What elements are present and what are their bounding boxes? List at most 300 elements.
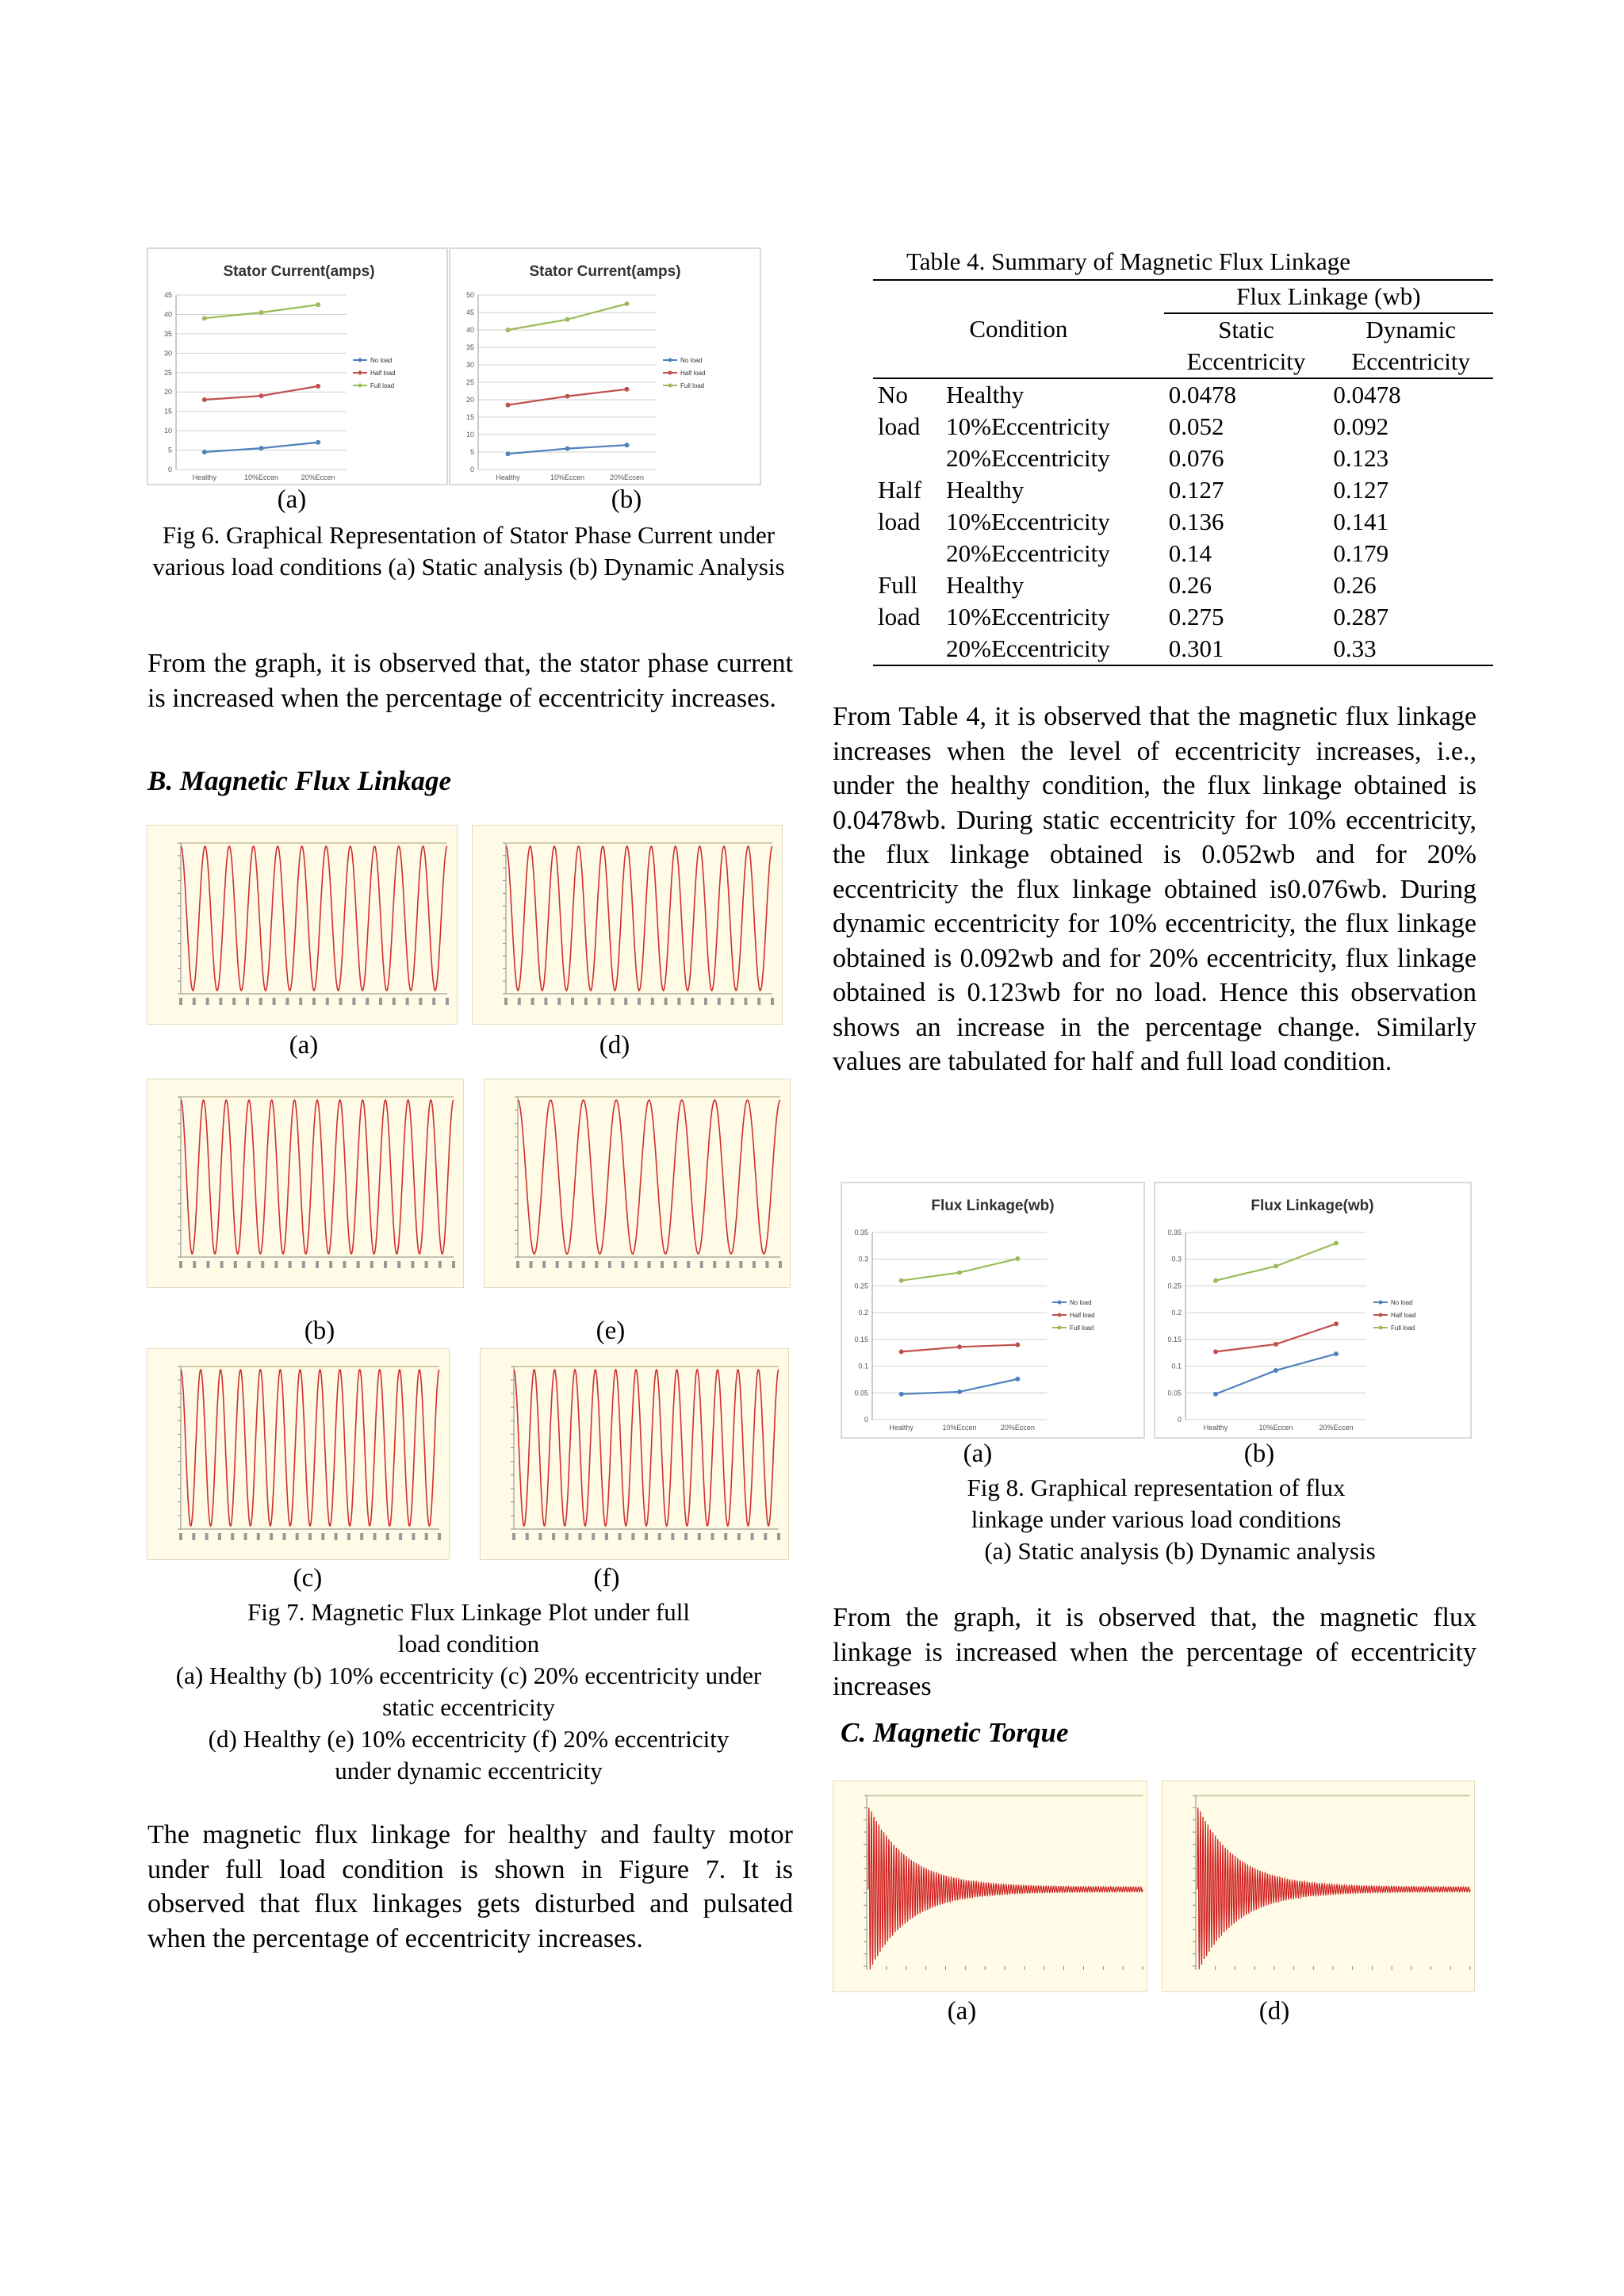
x-tick-label-mark <box>538 1533 542 1540</box>
table4-static-header-2: Eccentricity <box>1164 346 1329 378</box>
series-line <box>902 1259 1018 1281</box>
x-tick-label: Healthy <box>496 473 520 481</box>
x-tick-label-mark <box>698 1533 701 1540</box>
y-tick-label: 15 <box>465 413 474 421</box>
data-point <box>899 1278 904 1283</box>
table-row <box>873 474 1493 506</box>
flux-waveform <box>506 846 772 991</box>
y-tick-label: 0.25 <box>854 1282 868 1290</box>
data-point <box>565 394 570 399</box>
table4-dynamic-value: 0.092 <box>1333 412 1389 440</box>
legend-marker <box>668 384 672 388</box>
x-tick-label-mark <box>531 998 534 1005</box>
data-point <box>625 387 630 392</box>
x-tick-label-mark <box>247 1261 251 1268</box>
paragraph-table4-analysis: From Table 4, it is observed that the magnetic flux linkage increases when the level of eccentricity increases, i.e., under the healthy condition, the flux linkage obtained is 0.0478wb. During static eccentricity for 10% eccentricity, the flux linkage obtained is 0.052wb and for 20% eccentricity the flux linkage obtained is0.076wb. During dynamic eccentricity for 10% eccentricity, the flux linkage obtained is 0.092wb and for 20% eccentricity, flux linkage obtained is 0.123wb for no load. Hence this observation shows an increase in the percentage change. Similarly values are tabulated for half and full load condition. <box>833 702 1477 1076</box>
fig6a-label: (a) <box>277 485 307 514</box>
x-tick-label-mark <box>246 998 249 1005</box>
table-row <box>873 411 1493 443</box>
x-tick-label-mark <box>542 1261 546 1268</box>
x-tick-label-mark <box>658 1533 661 1540</box>
table4-body <box>873 378 1493 665</box>
table4-dynamic-value: 0.127 <box>1333 476 1389 504</box>
x-tick-label-mark <box>220 1261 224 1268</box>
torque-plot-a <box>833 1780 1147 1992</box>
x-tick-label-mark <box>544 998 547 1005</box>
fig8a-svg <box>842 1183 1143 1437</box>
y-tick-label: 10 <box>465 431 474 439</box>
x-tick-label-mark <box>302 1261 305 1268</box>
y-tick-label: 0.15 <box>854 1335 868 1343</box>
y-tick-label: 0 <box>167 466 172 473</box>
data-point <box>1274 1263 1278 1268</box>
legend-marker <box>668 358 672 362</box>
x-tick-label-mark <box>296 1533 299 1540</box>
legend-label: Half load <box>370 370 396 377</box>
fig7d-plot <box>472 825 783 1025</box>
table4-dynamic-value: 0.287 <box>1333 603 1389 631</box>
x-tick-label-mark <box>432 998 435 1005</box>
data-point <box>506 403 511 408</box>
x-tick-label-mark <box>270 1533 273 1540</box>
table4-condition: Healthy <box>946 571 1025 599</box>
x-tick-label-mark <box>684 1533 688 1540</box>
x-tick-label-mark <box>261 1261 264 1268</box>
fig8-caption <box>834 1472 1478 1567</box>
table4-condition-group <box>873 538 941 569</box>
y-tick-label: 0.3 <box>1171 1255 1182 1263</box>
data-point <box>202 397 207 402</box>
x-tick-label-mark <box>446 998 449 1005</box>
y-tick-label: 35 <box>163 329 172 338</box>
x-tick-label-mark <box>329 1261 332 1268</box>
y-tick-label: 0.2 <box>1171 1309 1182 1317</box>
x-tick-label-mark <box>231 1533 234 1540</box>
torque-plot-d <box>1162 1780 1475 1992</box>
table4-static-value: 0.127 <box>1168 476 1224 504</box>
x-tick-label-mark <box>704 998 707 1005</box>
data-point <box>625 443 630 447</box>
x-tick-label-mark <box>193 1261 196 1268</box>
data-point <box>1334 1351 1339 1356</box>
data-point <box>957 1389 962 1394</box>
x-tick-label-mark <box>526 1533 529 1540</box>
series-line <box>1216 1243 1336 1280</box>
x-tick-label-mark <box>366 998 369 1005</box>
x-tick-label-mark <box>273 998 276 1005</box>
x-tick-label-mark <box>516 1261 519 1268</box>
legend-label: No load <box>680 357 703 364</box>
data-point <box>899 1392 904 1397</box>
x-tick-label-mark <box>179 998 182 1005</box>
y-tick-label: 0.3 <box>858 1255 868 1263</box>
x-tick-label-mark <box>624 998 627 1005</box>
x-tick-label-mark <box>205 1533 209 1540</box>
x-tick-label-mark <box>192 1533 195 1540</box>
table4-condition: Healthy <box>946 476 1025 504</box>
table4-static-value: 0.0478 <box>1168 381 1236 408</box>
x-tick-label-mark <box>711 1533 714 1540</box>
legend-marker <box>1379 1301 1383 1305</box>
table-row <box>873 506 1493 538</box>
table4-dynamic-value: 0.123 <box>1333 444 1389 472</box>
table4-dynamic-value: 0.179 <box>1333 539 1389 567</box>
table4-static-value: 0.14 <box>1168 539 1212 567</box>
fig7f-plot <box>480 1348 789 1560</box>
data-point <box>1274 1342 1278 1347</box>
x-tick-label: Healthy <box>1203 1424 1228 1432</box>
paragraph-stator-current: From the graph, it is observed that, the stator phase current is increased when the percentage of eccentricity increases. <box>147 649 793 713</box>
fig6b-chart <box>449 247 761 485</box>
fig7-label-c: (c) <box>293 1564 323 1593</box>
x-tick-label-mark <box>289 1261 292 1268</box>
fig7-label-f: (f) <box>593 1564 620 1593</box>
table4-condition: 10%Eccentricity <box>946 603 1110 631</box>
table-row <box>873 443 1493 474</box>
y-tick-label: 25 <box>163 368 172 377</box>
x-tick-label-mark <box>425 1533 428 1540</box>
y-tick-label: 0 <box>1177 1416 1182 1424</box>
y-tick-label: 5 <box>469 448 474 456</box>
fig7-label-b: (b) <box>304 1317 335 1345</box>
fig6b-title: Stator Current(amps) <box>529 263 681 280</box>
table4-dynamic-value: 0.0478 <box>1333 381 1401 408</box>
x-tick-label-mark <box>339 998 343 1005</box>
x-tick-label-mark <box>595 1261 598 1268</box>
x-tick-label-mark <box>335 1533 338 1540</box>
fig7d-waveform <box>473 826 782 1024</box>
fig7-caption <box>147 1596 790 1787</box>
x-tick-label-mark <box>665 998 668 1005</box>
fig8b-svg <box>1155 1183 1470 1437</box>
legend-marker <box>1058 1326 1062 1330</box>
data-point <box>506 328 511 332</box>
data-point <box>1334 1321 1339 1326</box>
legend-label: No load <box>370 357 393 364</box>
x-tick-label-mark <box>425 1261 428 1268</box>
y-tick-label: 45 <box>163 291 172 299</box>
x-tick-label-mark <box>726 1261 730 1268</box>
table4-condition-group <box>873 443 941 474</box>
table-row <box>873 633 1493 665</box>
x-tick-label-mark <box>419 998 422 1005</box>
legend-marker <box>1058 1301 1062 1305</box>
y-tick-label: 0.35 <box>854 1228 868 1236</box>
x-tick-label-mark <box>557 998 561 1005</box>
x-tick-label-mark <box>347 1533 350 1540</box>
table4-condition-group: load <box>878 603 921 631</box>
series-line <box>1216 1354 1336 1394</box>
x-tick-label-mark <box>438 1533 441 1540</box>
fig7f-waveform <box>481 1349 788 1559</box>
table4-condition-group: No <box>878 381 908 408</box>
legend-label: Full load <box>370 382 395 389</box>
data-point <box>316 302 320 307</box>
x-tick-label-mark <box>724 1533 727 1540</box>
table4-static-value: 0.26 <box>1168 571 1212 599</box>
table4-dynamic-value: 0.26 <box>1333 571 1377 599</box>
section-heading-flux-linkage: B. Magnetic Flux Linkage <box>147 765 452 796</box>
table4-title: Table 4. Summary of Magnetic Flux Linkage <box>906 247 1351 275</box>
y-tick-label: 0.1 <box>1171 1362 1182 1370</box>
data-point <box>625 301 630 306</box>
x-tick-label-mark <box>193 998 196 1005</box>
x-tick-label-mark <box>751 1533 754 1540</box>
x-tick-label-mark <box>326 998 329 1005</box>
torque-waveform-d <box>1162 1781 1474 1991</box>
table4-static-value: 0.052 <box>1168 412 1224 440</box>
x-tick-label-mark <box>274 1261 278 1268</box>
y-tick-label: 10 <box>163 427 172 435</box>
x-tick-label-mark <box>739 1261 742 1268</box>
x-tick-label-mark <box>452 1261 455 1268</box>
data-point <box>565 317 570 322</box>
data-point <box>316 384 320 389</box>
legend-label: Half load <box>1070 1312 1095 1319</box>
fig6a-title: Stator Current(amps) <box>223 263 375 280</box>
table-row <box>873 601 1493 633</box>
legend-label: Full load <box>1070 1324 1094 1332</box>
data-point <box>202 450 207 454</box>
x-tick-label-mark <box>308 1533 312 1540</box>
x-tick-label-mark <box>744 998 747 1005</box>
table4-dynamic-header-2: Eccentricity <box>1328 346 1493 378</box>
x-tick-label: 10%Eccen <box>550 473 585 481</box>
x-tick-label: 10%Eccen <box>1258 1424 1293 1432</box>
x-tick-label-mark <box>579 1533 582 1540</box>
x-tick-label-mark <box>393 998 396 1005</box>
y-tick-label: 0.05 <box>1167 1389 1182 1397</box>
fig7-caption-line3: (d) Healthy (e) 10% eccentricity (f) 20% eccentricity under dynamic eccentricity <box>208 1725 730 1784</box>
x-tick-label-mark <box>565 1533 569 1540</box>
legend-label: Half load <box>680 370 706 377</box>
table4-condition-header: Condition <box>873 280 1164 378</box>
y-tick-label: 0.2 <box>858 1309 868 1317</box>
x-tick-label-mark <box>386 1533 389 1540</box>
fig8a-chart <box>841 1182 1145 1439</box>
fig6b-label: (b) <box>611 485 642 514</box>
table4-condition-group <box>873 633 941 665</box>
data-point <box>1213 1349 1218 1354</box>
table-row <box>873 378 1493 411</box>
x-tick-label-mark <box>316 1261 319 1268</box>
x-tick-label-mark <box>179 1533 182 1540</box>
x-tick-label-mark <box>687 1261 690 1268</box>
x-tick-label-mark <box>584 998 588 1005</box>
legend-marker <box>1379 1313 1383 1317</box>
fig7-label-e: (e) <box>596 1317 626 1345</box>
data-point <box>1015 1377 1020 1382</box>
x-tick-label-mark <box>691 998 694 1005</box>
x-tick-label-mark <box>598 998 601 1005</box>
fig8-caption-line1: Fig 8. Graphical representation of flux linkage under various load conditions <box>967 1474 1346 1533</box>
legend-label: No load <box>1070 1299 1092 1306</box>
x-tick-label-mark <box>621 1261 624 1268</box>
table-row <box>873 538 1493 569</box>
legend-marker <box>1058 1313 1062 1317</box>
table4-condition: 20%Eccentricity <box>946 539 1110 567</box>
y-tick-label: 0.05 <box>854 1389 868 1397</box>
legend-label: Full load <box>1391 1324 1415 1332</box>
x-tick-label-mark <box>399 1533 402 1540</box>
series-line <box>508 304 627 330</box>
x-tick-label-mark <box>232 998 236 1005</box>
x-tick-label: Healthy <box>889 1424 914 1432</box>
legend-marker <box>1379 1326 1383 1330</box>
x-tick-label-mark <box>218 1533 221 1540</box>
table4-static-value: 0.275 <box>1168 603 1224 631</box>
x-tick-label-mark <box>677 998 680 1005</box>
x-tick-label-mark <box>206 998 209 1005</box>
fig7e-waveform <box>485 1079 790 1287</box>
x-tick-label-mark <box>700 1261 703 1268</box>
legend-marker <box>358 384 362 388</box>
data-point <box>1213 1392 1218 1397</box>
table4-dynamic-value: 0.141 <box>1333 508 1389 535</box>
legend-label: Full load <box>680 382 705 389</box>
x-tick-label-mark <box>285 998 289 1005</box>
y-tick-label: 15 <box>163 407 172 416</box>
data-point <box>506 451 511 456</box>
fig7e-plot <box>484 1079 791 1288</box>
x-tick-label-mark <box>312 998 316 1005</box>
y-tick-label: 20 <box>163 388 172 397</box>
x-tick-label-mark <box>765 1261 768 1268</box>
x-tick-label-mark <box>718 998 721 1005</box>
table4-group-header: Flux Linkage (wb) <box>1164 280 1493 313</box>
data-point <box>259 393 264 398</box>
fig7-caption-line2: (a) Healthy (b) 10% eccentricity (c) 20% eccentricity under static eccentricity <box>175 1662 762 1721</box>
x-tick-label-mark <box>504 998 508 1005</box>
x-tick-label-mark <box>321 1533 324 1540</box>
y-tick-label: 0 <box>864 1416 868 1424</box>
flux-waveform <box>518 1100 780 1254</box>
x-tick-label-mark <box>411 1261 414 1268</box>
y-tick-label: 40 <box>465 326 474 334</box>
x-tick-label-mark <box>569 1261 572 1268</box>
fig8b-chart <box>1154 1182 1472 1439</box>
x-tick-label: 10%Eccen <box>942 1424 977 1432</box>
fig8a-title: Flux Linkage(wb) <box>931 1198 1055 1214</box>
data-point <box>957 1271 962 1275</box>
y-tick-label: 45 <box>465 309 474 316</box>
table4-static-value: 0.301 <box>1164 633 1329 665</box>
x-tick-label-mark <box>737 1533 741 1540</box>
flux-waveform <box>181 1100 454 1254</box>
table4-static-value: 0.136 <box>1168 508 1224 535</box>
x-tick-label-mark <box>651 998 654 1005</box>
legend-label: No load <box>1391 1299 1413 1306</box>
paragraph-flux-linkage-figure: The magnetic flux linkage for healthy and faulty motor under full load condition is shown in Figure 7. It is observed that flux linkages gets disturbed and pulsated when the percentage of eccentricity increases. <box>147 1820 793 1953</box>
torque-waveform-a <box>833 1781 1147 1991</box>
table4-condition: 10%Eccentricity <box>946 508 1110 535</box>
fig8a-label: (a) <box>963 1439 993 1468</box>
x-tick-label-mark <box>530 1261 533 1268</box>
x-tick-label-mark <box>406 998 409 1005</box>
flux-waveform <box>181 1370 439 1526</box>
table4-condition-group: load <box>878 412 921 440</box>
section-heading-magnetic-torque: C. Magnetic Torque <box>841 1717 1069 1748</box>
legend-marker <box>668 371 672 375</box>
fig7-label-d: (d) <box>599 1031 630 1060</box>
data-point <box>565 447 570 451</box>
series-line <box>1216 1324 1336 1351</box>
table4-condition-group: Half <box>878 476 922 504</box>
torque-waveform <box>868 1807 1143 1969</box>
x-tick-label-mark <box>582 1261 585 1268</box>
data-point <box>259 446 264 450</box>
legend-marker <box>358 358 362 362</box>
x-tick-label-mark <box>645 1533 648 1540</box>
x-tick-label-mark <box>179 1261 182 1268</box>
x-tick-label: 20%Eccen <box>301 473 335 481</box>
torque-label-d: (d) <box>1258 1997 1290 2026</box>
legend-marker <box>358 371 362 375</box>
x-tick-label-mark <box>282 1533 285 1540</box>
data-point <box>259 310 264 315</box>
torque-waveform <box>1197 1807 1470 1969</box>
fig8b-label: (b) <box>1243 1439 1275 1468</box>
data-point <box>316 440 320 445</box>
x-tick-label-mark <box>631 1533 634 1540</box>
x-tick-label-mark <box>512 1533 515 1540</box>
x-tick-label-mark <box>234 1261 237 1268</box>
paragraph-flux-graph: From the graph, it is observed that, the magnetic flux linkage is increased when the percentage of eccentricity increases <box>833 1603 1477 1701</box>
data-point <box>1015 1343 1020 1347</box>
fig7b-plot <box>147 1079 464 1288</box>
table4-condition-group: load <box>878 508 921 535</box>
y-tick-label: 5 <box>167 446 172 454</box>
fig7-label-a: (a) <box>289 1031 319 1060</box>
data-point <box>1213 1278 1218 1283</box>
data-point <box>1015 1256 1020 1261</box>
fig7b-waveform <box>147 1079 463 1287</box>
table4-dynamic-header-1: Dynamic <box>1365 316 1456 343</box>
x-tick-label-mark <box>357 1261 360 1268</box>
x-tick-label-mark <box>257 1533 260 1540</box>
x-tick-label-mark <box>439 1261 442 1268</box>
fig6a-chart <box>147 247 448 485</box>
torque-label-a: (a) <box>947 1997 977 2026</box>
fig7a-waveform <box>147 826 457 1024</box>
x-tick-label: 10%Eccen <box>243 473 279 481</box>
x-tick-label-mark <box>777 1533 780 1540</box>
y-tick-label: 0.25 <box>1167 1282 1182 1290</box>
x-tick-label-mark <box>352 998 355 1005</box>
y-tick-label: 30 <box>163 349 172 358</box>
y-tick-label: 50 <box>465 291 474 299</box>
y-tick-label: 35 <box>465 343 474 351</box>
x-tick-label-mark <box>634 1261 638 1268</box>
x-tick-label-mark <box>206 1261 209 1268</box>
x-tick-label-mark <box>397 1261 400 1268</box>
x-tick-label-mark <box>605 1533 608 1540</box>
x-tick-label: 20%Eccen <box>1000 1424 1035 1432</box>
x-tick-label-mark <box>373 1533 377 1540</box>
x-tick-label-mark <box>556 1261 559 1268</box>
x-tick-label-mark <box>771 998 774 1005</box>
x-tick-label-mark <box>412 1533 415 1540</box>
x-tick-label-mark <box>661 1261 664 1268</box>
table-row <box>873 569 1493 601</box>
x-tick-label-mark <box>671 1533 674 1540</box>
x-tick-label-mark <box>571 998 574 1005</box>
fig7c-waveform <box>147 1349 449 1559</box>
flux-waveform <box>514 1370 779 1526</box>
x-tick-label-mark <box>608 1261 611 1268</box>
data-point <box>899 1349 904 1354</box>
table4-condition: Healthy <box>946 381 1025 408</box>
